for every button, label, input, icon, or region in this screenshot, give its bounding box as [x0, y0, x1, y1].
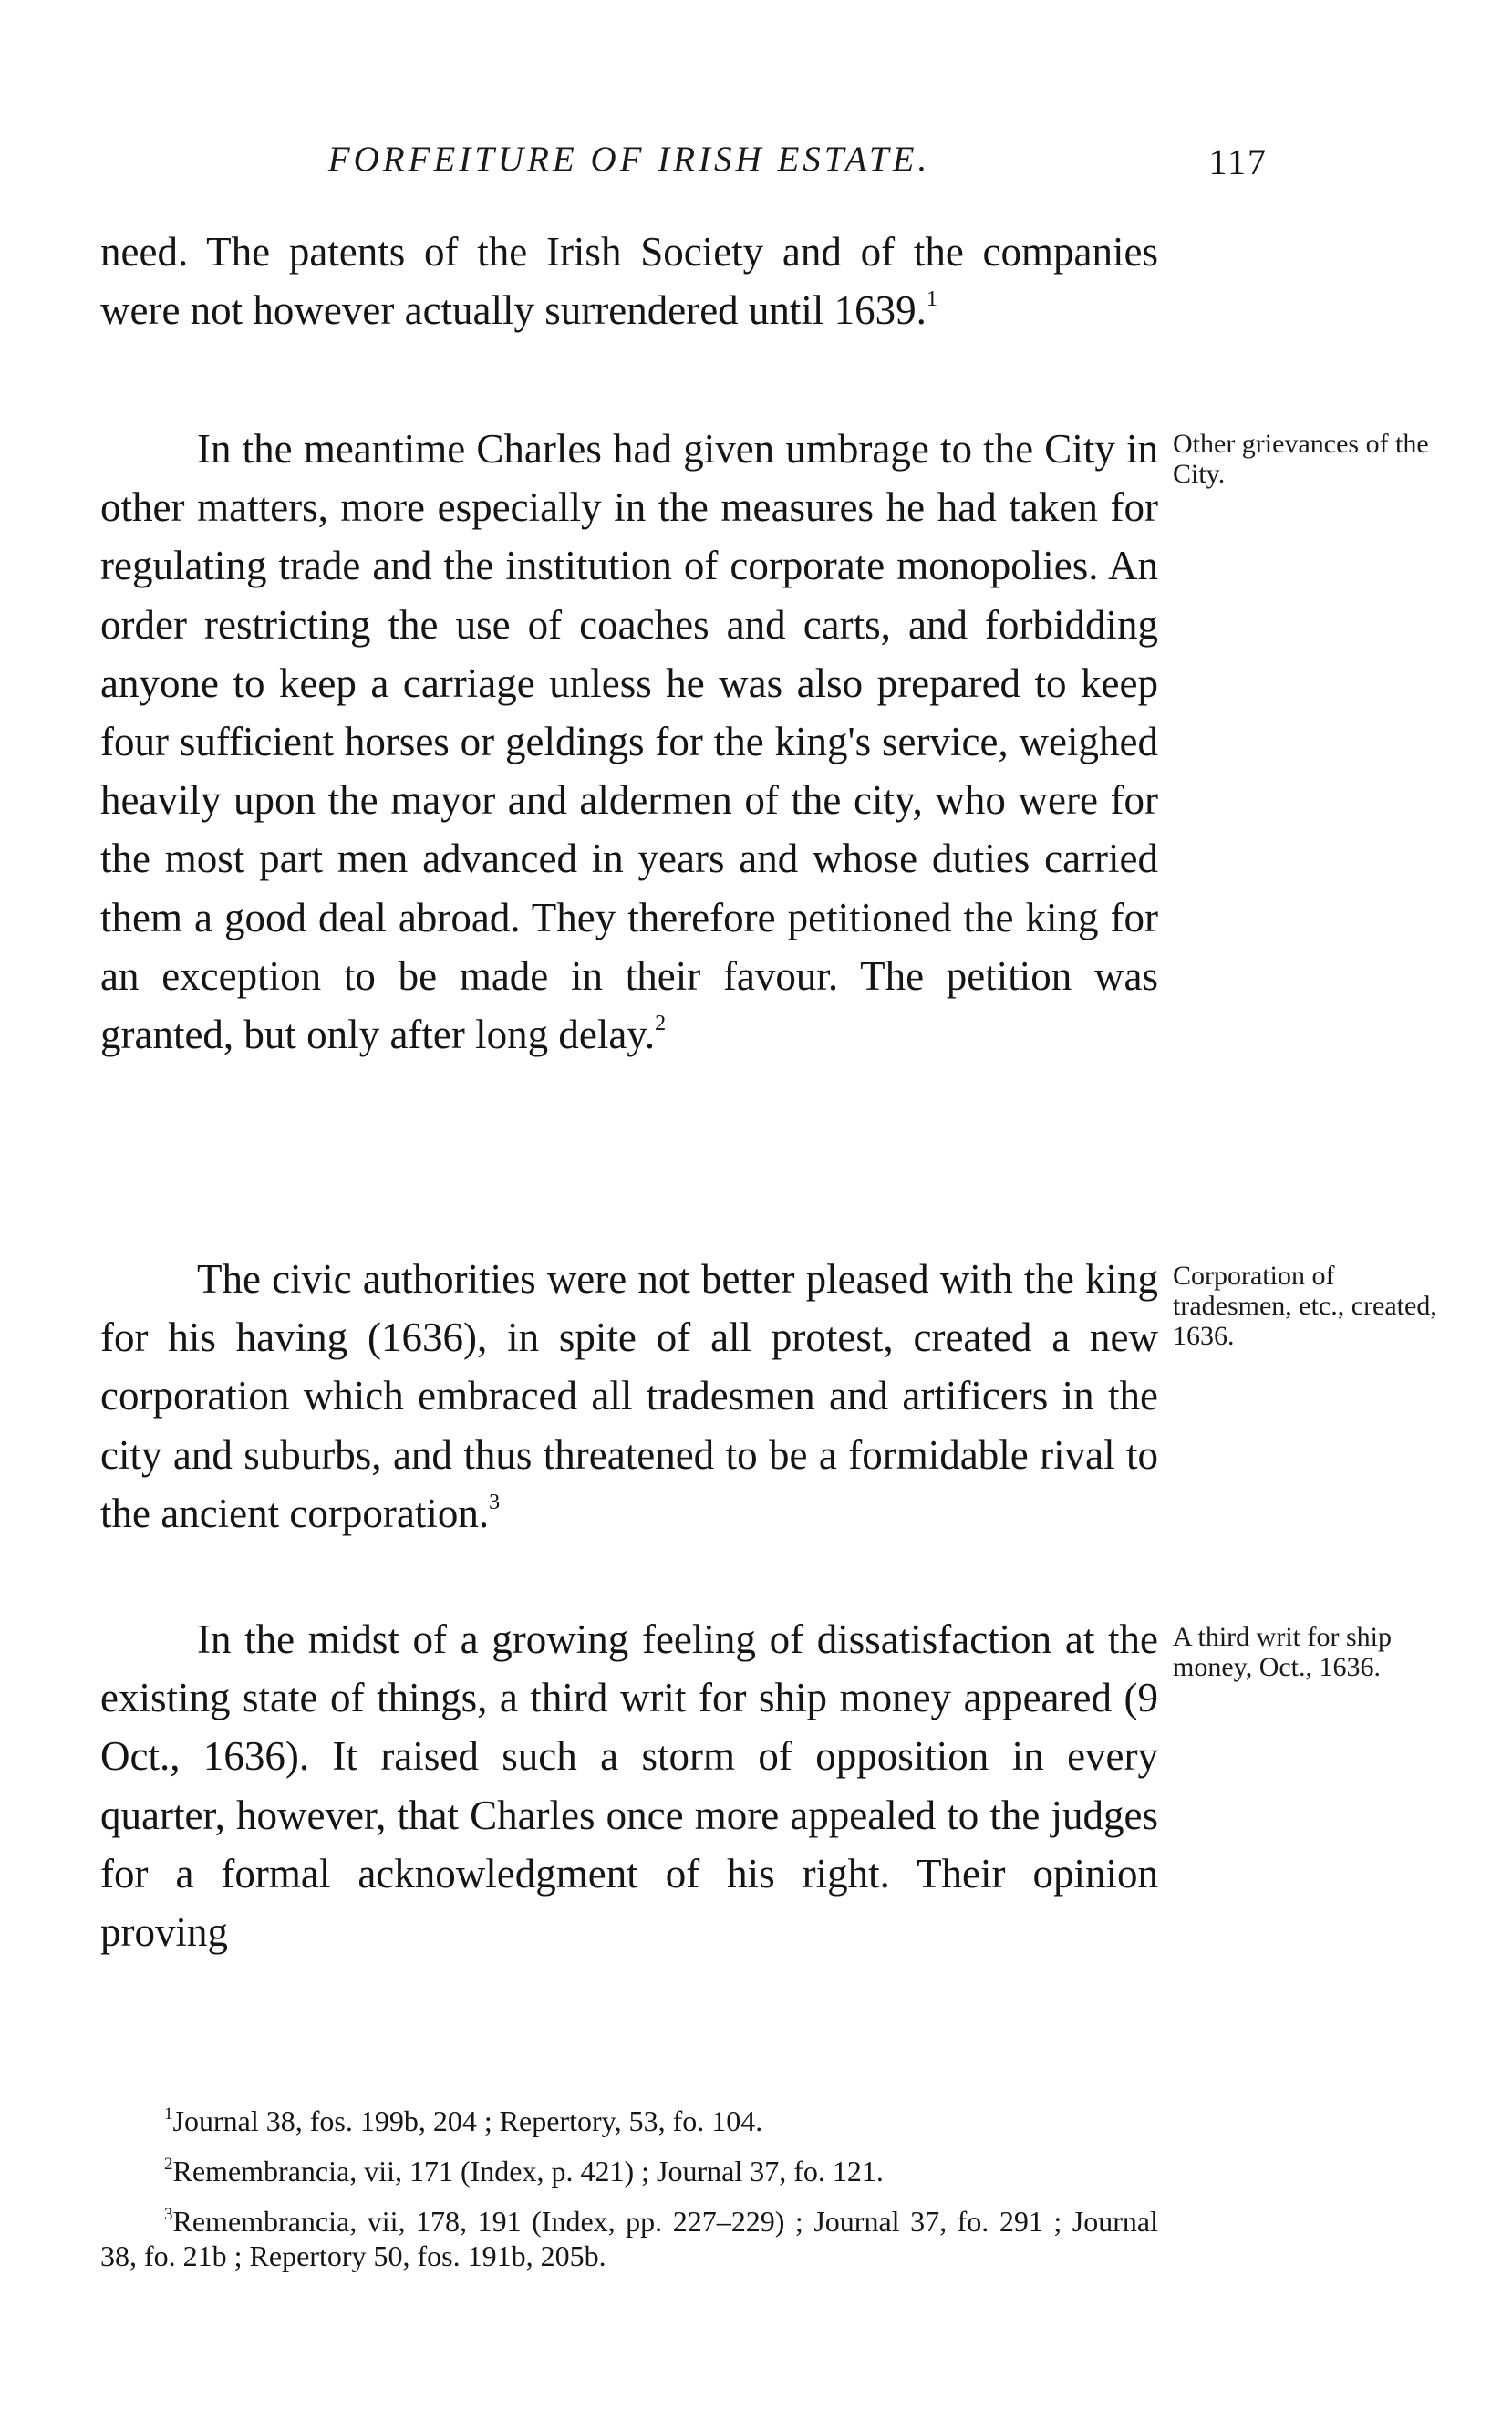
paragraph-4-text: In the midst of a growing feeling of dissatisfaction at the existing state of things, a third writ for ship money appeared (9 Oct., 1636). It raised such a storm of opposition in every quarter, however, that Charles once more appealed to the judges for a formal acknowledgment of his right. Their opinion proving: [100, 1616, 1158, 1956]
running-head: [100, 139, 1268, 193]
margin-note-grievances: Other grievances of the City.: [1173, 429, 1429, 489]
paragraph-3: [100, 1250, 1158, 1543]
footnote-1-number: 1: [164, 2104, 173, 2124]
footnote-ref-2: 2: [655, 1012, 667, 1036]
footnote-3-text: Remembrancia, vii, 178, 191 (Index, pp. 227–229) ; Journal 37, fo. 291 ; Journal 38, fo. 21b ; Repertory 50, fos. 191b, 205b.: [100, 2205, 1158, 2272]
paragraph-2-text: In the meantime Charles had given umbrage to the City in other matters, more especially in the measures he had taken for regulating trade and the institution of corporate monopolies. An order restricting the use of coaches and carts, and forbidding anyone to keep a carriage unless he was also prepared to keep four sufficient horses or geldings for the king's service, weighed heavily upon the mayor and aldermen of the city, who were for the most part men advanced in years and whose duties carried them a good deal abroad. They therefore petitioned the king for an exception to be made in their favour. The petition was granted, but only after long delay.: [100, 426, 1158, 1058]
footnote-ref-3: 3: [489, 1490, 501, 1514]
paragraph-1: [100, 223, 1158, 339]
footnote-3-number: 3: [164, 2205, 173, 2224]
margin-note-corporation: Corporation of tradesmen, etc., created, 1636.: [1173, 1261, 1437, 1351]
footnote-ref-1: 1: [926, 287, 937, 312]
paragraph-2: [100, 420, 1158, 1064]
footnote-2: [100, 2154, 1158, 2188]
footnote-1: [100, 2104, 1158, 2138]
footnote-2-text: Remembrancia, vii, 171 (Index, p. 421) ; Journal 37, fo. 121.: [172, 2155, 884, 2188]
footnote-2-number: 2: [164, 2155, 173, 2174]
footnote-1-text: Journal 38, fos. 199b, 204 ; Repertory, 53, fo. 104.: [172, 2104, 763, 2137]
margin-note-third-writ: A third writ for ship money, Oct., 1636.: [1173, 1622, 1392, 1682]
paragraph-1-text: need. The patents of the Irish Society and of the companies were not however actually surrendered until 1639.: [100, 229, 1158, 334]
page-number: 117: [1208, 141, 1268, 182]
footnote-3: [100, 2204, 1158, 2273]
paragraph-4: [100, 1610, 1158, 1961]
paragraph-3-text: The civic authorities were not better pleased with the king for his having (1636), in spite of all protest, created a new corporation which embraced all tradesmen and artificers in the city and suburbs, and thus threatened to be a formidable rival to the ancient corporation.: [100, 1256, 1158, 1536]
running-title: FORFEITURE OF IRISH ESTATE.: [327, 140, 931, 179]
